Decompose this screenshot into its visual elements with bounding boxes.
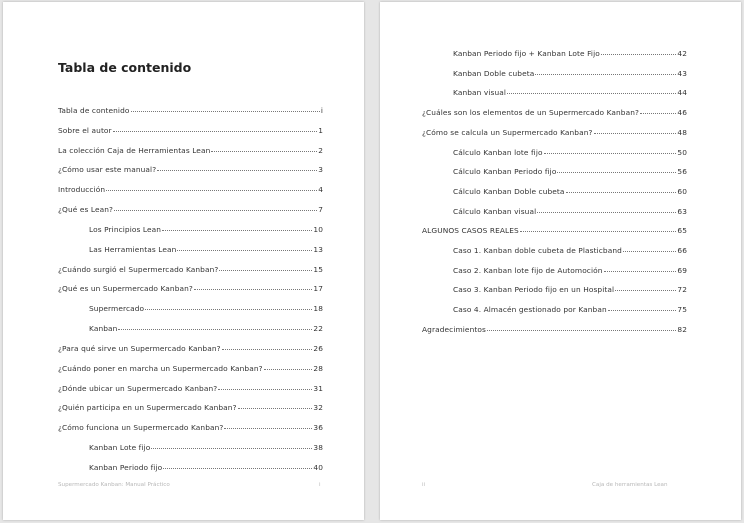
toc-entry-page: 3 (318, 165, 323, 175)
dot-leader (264, 369, 313, 370)
toc-entry (58, 126, 323, 135)
toc-entry (89, 245, 323, 254)
toc-entry (453, 167, 687, 176)
toc-entry-title: Cálculo Kanban Doble cubeta (453, 186, 565, 196)
toc-entry-title: Cálculo Kanban lote fijo (453, 147, 543, 157)
toc-entry (58, 185, 323, 194)
dot-leader (566, 192, 677, 193)
toc-entry-title: ¿Cuáles son los elementos de un Supermercado Kanban? (422, 108, 640, 118)
toc-entry-page: 82 (677, 324, 687, 334)
toc-entry (58, 344, 323, 353)
dot-leader (194, 289, 312, 290)
toc-entry-page: 66 (677, 246, 687, 255)
toc-entry-title: Agradecimientos (422, 324, 486, 334)
dot-leader (106, 190, 317, 191)
toc-entry (453, 207, 687, 216)
toc-entry-title: Kanban Lote fijo (89, 443, 151, 453)
dot-leader (131, 111, 320, 112)
toc-entry-title: La colección Caja de Herramientas Lean (58, 145, 211, 155)
toc-entry-page: 15 (313, 264, 323, 274)
toc-entry-title: Cálculo Kanban visual (453, 206, 537, 216)
toc-entry (58, 205, 323, 214)
toc-entry-page: i (320, 106, 323, 115)
toc-entry (453, 88, 687, 97)
toc-entry-title: Tabla de contenido (58, 106, 130, 115)
toc-entry (58, 423, 323, 432)
dot-leader (557, 172, 676, 173)
dot-leader (520, 231, 677, 232)
dot-leader (594, 133, 677, 134)
toc-entry-title: Caso 4. Almacén gestionado por Kanban (453, 305, 607, 315)
footer-collection-title: Caja de herramientas Lean (592, 482, 668, 488)
toc-entry (422, 226, 687, 235)
footer-book-title: Supermercado Kanban: Manual Práctico (58, 482, 170, 488)
dot-leader (113, 131, 317, 132)
toc-entry-page: 38 (313, 443, 323, 453)
toc-entry-page: 18 (313, 304, 323, 314)
toc-entry-title: Las Herramientas Lean (89, 244, 177, 254)
toc-entry-title: ¿Cómo funciona un Supermercado Kanban? (58, 423, 224, 433)
dot-leader (222, 349, 313, 350)
dot-leader (537, 212, 676, 213)
dot-leader (177, 250, 312, 251)
toc-entry-page: 10 (313, 224, 323, 234)
dot-leader (224, 428, 312, 429)
toc-entry-page: 63 (677, 206, 687, 216)
dot-leader (535, 74, 676, 75)
toc-entry-title: Kanban Periodo fijo (89, 462, 163, 472)
toc-entry-title: ¿Dónde ubicar un Supermercado Kanban? (58, 383, 218, 393)
toc-entry-title: Caso 3. Kanban Periodo fijo en un Hospital (453, 285, 615, 295)
toc-entry (453, 246, 687, 255)
toc-entry-title: ALGUNOS CASOS REALES (422, 226, 519, 236)
toc-entry (422, 108, 687, 117)
toc-entry-page: 65 (677, 226, 687, 236)
toc-entry-page: 48 (677, 127, 687, 137)
toc-entry-title: ¿Cómo usar este manual? (58, 165, 157, 175)
toc-entry-title: Supermercado (89, 304, 145, 314)
toc-entry (422, 325, 687, 334)
toc-entry-title: Kanban Periodo fijo + Kanban Lote Fijo (453, 49, 600, 58)
dot-leader (157, 170, 317, 171)
toc-entry-title: ¿Para qué sirve un Supermercado Kanban? (58, 343, 221, 353)
toc-entry (453, 266, 687, 275)
toc-entry-page: 26 (313, 343, 323, 353)
dot-leader (608, 310, 677, 311)
toc-entry (58, 384, 323, 393)
dot-leader (151, 448, 312, 449)
footer-page-number: ii (422, 482, 426, 488)
toc-entry (89, 304, 323, 313)
toc-entry-page: 4 (318, 185, 323, 195)
dot-leader (604, 271, 677, 272)
toc-entry (422, 128, 687, 137)
dot-leader (163, 468, 312, 469)
dot-leader (114, 210, 317, 211)
toc-entry-title: Los Principios Lean (89, 224, 162, 234)
toc-entry-title: ¿Cómo se calcula un Supermercado Kanban? (422, 127, 593, 137)
dot-leader (640, 113, 676, 114)
toc-title: Tabla de contenido (58, 60, 192, 75)
toc-entry (453, 285, 687, 294)
dot-leader (623, 251, 676, 252)
toc-entry (58, 403, 323, 412)
toc-entry (89, 463, 323, 472)
toc-entry-page: 56 (677, 167, 687, 177)
dot-leader (162, 230, 312, 231)
dot-leader (601, 54, 677, 55)
toc-entry-title: Caso 1. Kanban doble cubeta de Plasticband (453, 246, 622, 255)
toc-entry-page: 22 (313, 324, 323, 334)
dot-leader (118, 329, 312, 330)
toc-entry-title: ¿Qué es un Supermercado Kanban? (58, 284, 193, 294)
dot-leader (487, 330, 676, 331)
toc-entry-title: Cálculo Kanban Periodo fijo (453, 167, 557, 177)
toc-entry-page: 7 (318, 205, 323, 215)
toc-entry (89, 443, 323, 452)
toc-entry (453, 187, 687, 196)
dot-leader (219, 270, 312, 271)
dot-leader (507, 93, 676, 94)
dot-leader (218, 389, 312, 390)
dot-leader (145, 309, 312, 310)
toc-entry (89, 324, 323, 333)
toc-entry-title: Kanban Doble cubeta (453, 68, 535, 78)
toc-entry-page: 17 (313, 284, 323, 294)
toc-entry-title: ¿Cuándo poner en marcha un Supermercado Kanban? (58, 363, 263, 373)
toc-entry-page: 36 (313, 423, 323, 433)
toc-entry (58, 364, 323, 373)
toc-entry (89, 225, 323, 234)
toc-entry-title: Sobre el autor (58, 125, 112, 135)
toc-entry (58, 146, 323, 155)
toc-entry (58, 106, 323, 115)
toc-entry-page: 32 (313, 403, 323, 413)
footer-page-number: i (319, 482, 321, 488)
toc-entry-title: Caso 2. Kanban lote fijo de Automoción (453, 265, 603, 275)
toc-entry-title: ¿Cuándo surgió el Supermercado Kanban? (58, 264, 219, 274)
dot-leader (615, 290, 676, 291)
dot-leader (238, 408, 313, 409)
toc-entry (58, 265, 323, 274)
toc-entry (453, 69, 687, 78)
toc-entry (58, 284, 323, 293)
toc-page-right (380, 2, 741, 520)
toc-entry-page: 50 (677, 147, 687, 157)
dot-leader (544, 153, 677, 154)
toc-entry-page: 43 (677, 68, 687, 78)
toc-entry-page: 31 (313, 383, 323, 393)
toc-entry-page: 60 (677, 186, 687, 196)
toc-entry-title: Kanban (89, 324, 118, 334)
toc-entry-page: 46 (677, 108, 687, 118)
toc-entry (453, 305, 687, 314)
toc-entry (58, 165, 323, 174)
toc-entry-page: 13 (313, 244, 323, 254)
toc-entry-page: 1 (318, 125, 323, 135)
toc-entry-page: 72 (677, 285, 687, 295)
toc-entry-page: 28 (313, 363, 323, 373)
toc-entry-page: 44 (677, 88, 687, 98)
toc-entry-page: 69 (677, 265, 687, 275)
toc-entry-title: ¿Qué es Lean? (58, 205, 114, 215)
toc-entry-title: Introducción (58, 185, 106, 195)
toc-entry-page: 75 (677, 305, 687, 315)
dot-leader (211, 151, 317, 152)
toc-entry-title: ¿Quién participa en un Supermercado Kanban? (58, 403, 237, 413)
toc-entry-title: Kanban visual (453, 88, 507, 98)
toc-page-left (3, 2, 364, 520)
toc-entry-page: 40 (313, 462, 323, 472)
toc-entry (453, 49, 687, 58)
toc-entry (453, 148, 687, 157)
toc-entry-page: 42 (677, 49, 687, 58)
toc-entry-page: 2 (318, 145, 323, 155)
